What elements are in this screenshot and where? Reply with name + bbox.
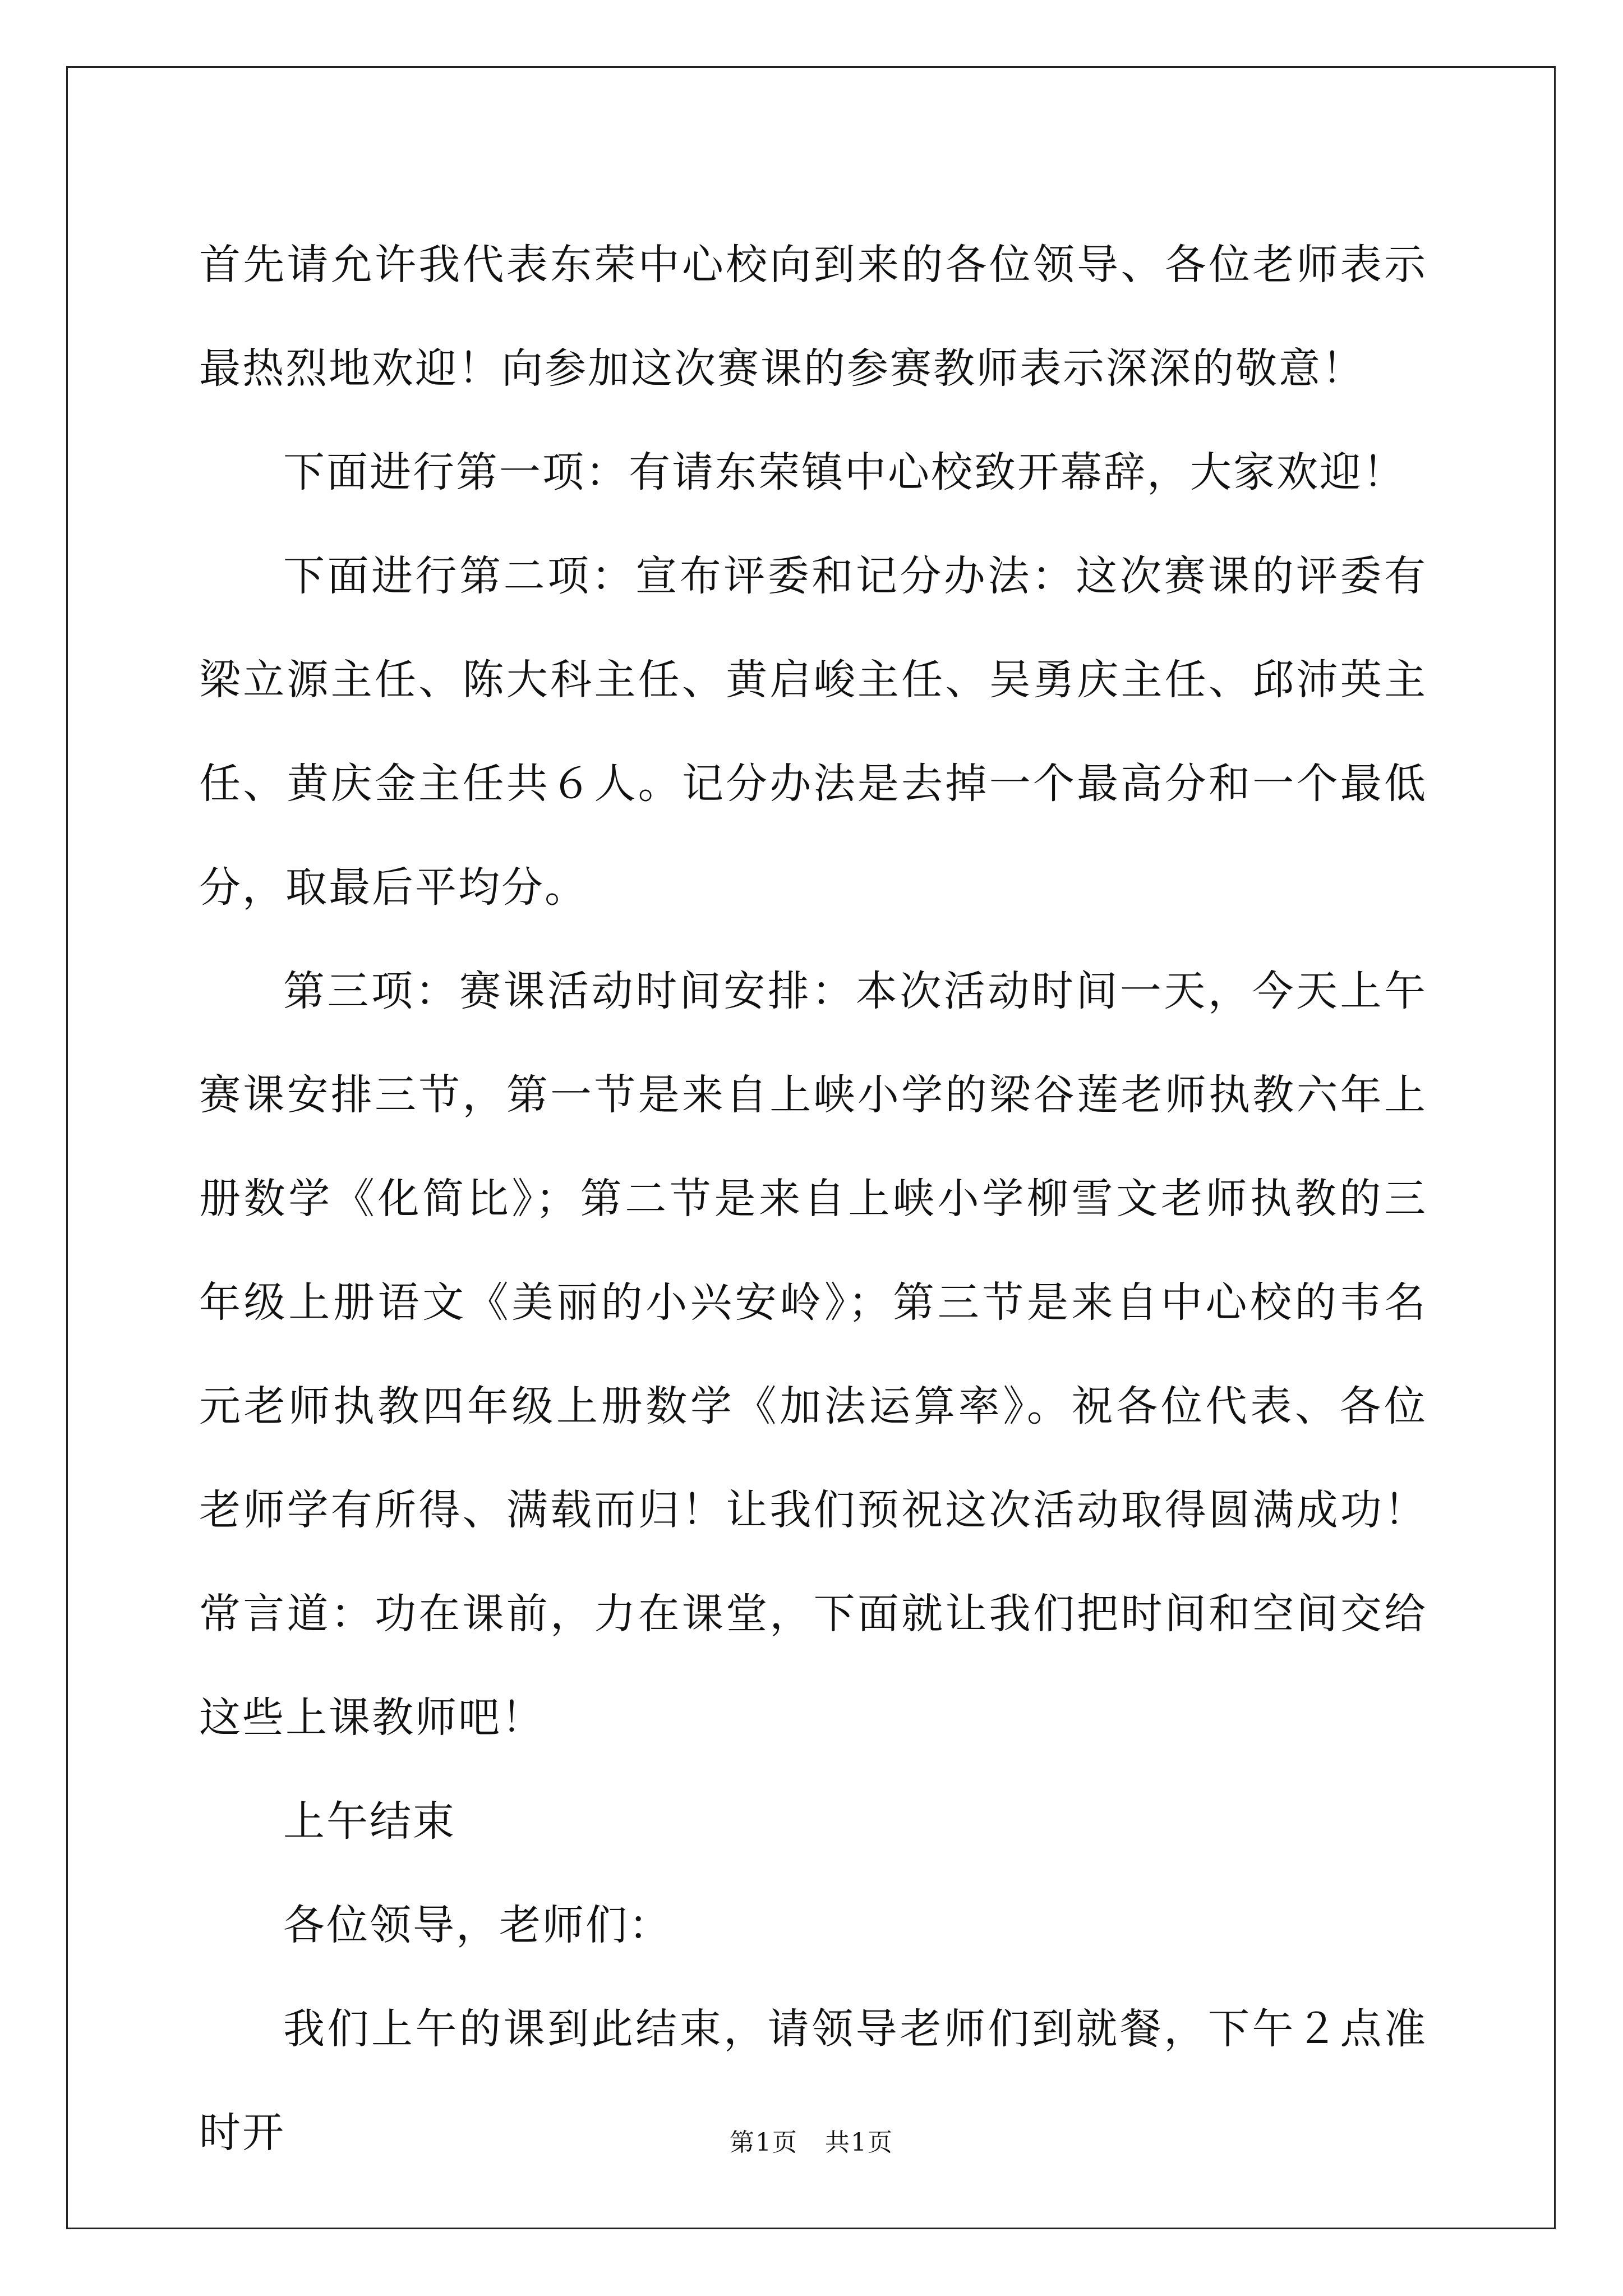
paragraph-4: 第三项：赛课活动时间安排：本次活动时间一天，今天上午赛课安排三节，第一节是来自上峡小学的梁谷莲老师执教六年上册数学《化简比》；第二节是来自上峡小学柳雪文老师执教的三年级上册语文《美丽的小兴安岭》；第三节是来自中心校的韦名元老师执教四年级上册数学《加法运算率》。祝各位代表、各位老师学有所得、满载而归！让我们预祝这次活动取得圆满成功！常言道：功在课前，力在课堂，下面就让我们把时间和空间交给这些上课教师吧！	[199, 967, 1427, 1742]
paragraph-5: 上午结束	[283, 1797, 456, 1846]
page-footer	[0, 2126, 1623, 2160]
page-number: 第1页	[730, 2128, 798, 2157]
page-total: 共1页	[825, 2128, 893, 2157]
paragraph-2: 下面进行第一项：有请东荣镇中心校致开幕辞，大家欢迎！	[283, 448, 1406, 496]
document-body	[199, 213, 1427, 2185]
paragraph-3: 下面进行第二项：宣布评委和记分办法：这次赛课的评委有梁立源主任、陈大科主任、黄启峻主任、吴勇庆主任、邱沛英主任、黄庆金主任共６人。记分办法是去掉一个最高分和一个最低分，取最后平均分。	[199, 552, 1427, 912]
paragraph-7: 我们上午的课到此结束，请领导老师们到就餐，下午２点准时开	[199, 2005, 1427, 2157]
paragraph-1: 首先请允许我代表东荣中心校向到来的各位领导、各位老师表示最热烈地欢迎！向参加这次赛课的参赛教师表示深深的敬意！	[199, 241, 1427, 393]
paragraph-6: 各位领导，老师们：	[283, 1901, 672, 1949]
